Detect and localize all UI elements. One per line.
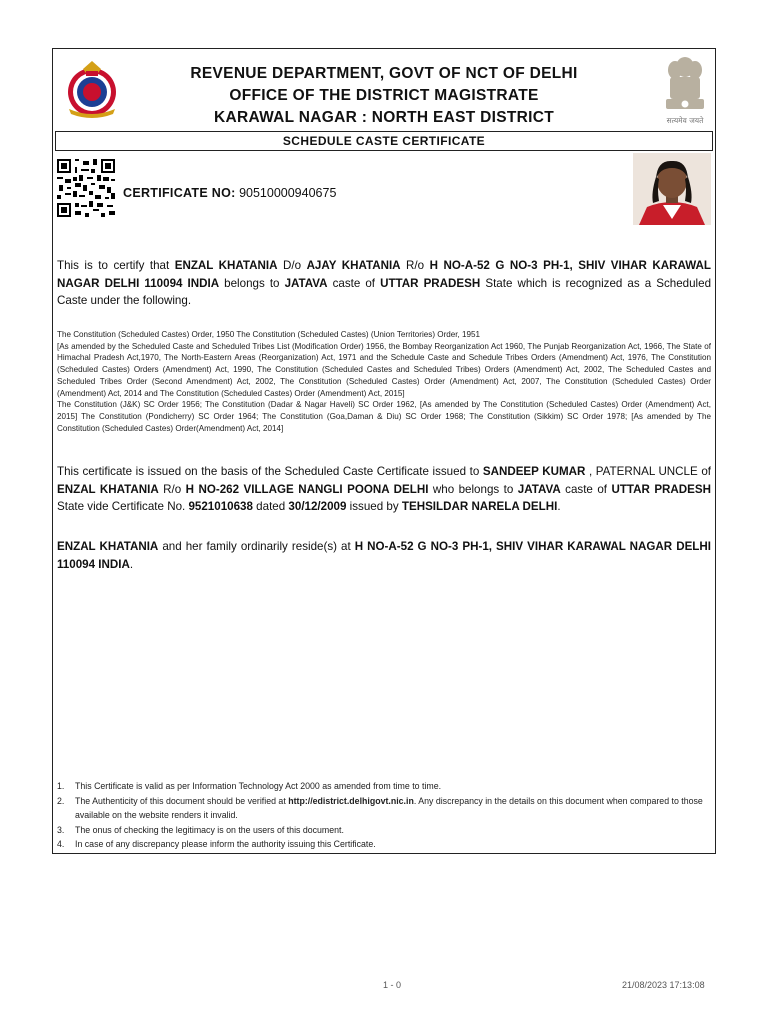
certificate-frame (52, 48, 716, 854)
applicant-photo (633, 153, 711, 225)
text: issued by (346, 500, 402, 513)
note-text: This Certificate is valid as per Information Technology Act 2000 as amended from time to time. (75, 781, 442, 791)
reference-cert-date: 30/12/2009 (288, 500, 347, 513)
text: dated (252, 500, 289, 513)
note-text: The Authenticity of this document should be verified at (75, 795, 289, 806)
office-heading: OFFICE OF THE DISTRICT MAGISTRATE (229, 87, 539, 104)
note-item (57, 837, 705, 852)
text: belongs to (219, 276, 285, 290)
certificate-number-label: CERTIFICATE NO: (123, 186, 236, 200)
father-name: AJAY KHATANIA (306, 259, 401, 272)
reference-cert-number: 9521010638 (188, 500, 253, 513)
note-text: In case of any discrepancy please inform the authority issuing this Certificate. (75, 839, 376, 849)
verification-link[interactable]: http://edistrict.delhigovt.nic.in (288, 795, 414, 806)
applicant-name: ENZAL KHATANIA (57, 540, 159, 553)
relative-name: SANDEEP KUMAR (482, 465, 586, 478)
note-item (57, 779, 705, 794)
applicant-name: ENZAL KHATANIA (57, 482, 159, 496)
issuing-authority: TEHSILDAR NARELA DELHI (401, 500, 558, 513)
state-name: UTTAR PRADESH (380, 276, 481, 290)
dept-heading: REVENUE DEPARTMENT, GOVT OF NCT OF DELHI (190, 65, 578, 82)
note-item (57, 823, 705, 838)
certificate-number (123, 186, 336, 200)
residence-paragraph (57, 538, 711, 573)
constitution-orders (57, 329, 711, 434)
note-number: 1. (57, 781, 65, 791)
text: who belongs to (428, 482, 518, 496)
residence-address: H NO-A-52 G NO-3 PH-1, SHIV VIHAR KARAWAL NAGAR DELHI 110094 INDIA (57, 540, 711, 571)
print-timestamp: 21/08/2023 17:13:08 (622, 980, 705, 990)
page-number: 1 - 0 (383, 980, 402, 990)
svg-text:सत्यमेव जयते: सत्यमेव जयते (666, 116, 704, 125)
note-item (57, 794, 705, 823)
notes-list (57, 779, 705, 852)
certification-paragraph (57, 257, 711, 310)
text: . (557, 500, 561, 513)
note-number: 4. (57, 839, 65, 849)
order-line: The Constitution (J&K) SC Order 1956; The Constitution (Dadar & Nagar Haveli) SC Order 1962, [As amended by The Constitution (Scheduled Castes) Order (Amendment) Act, 2015] The Constitution (Pondicherry) SC Order 1964; The Constitution (Goa,Daman & Diu) SC Order 1968; The Constitution (Sikkim) SC Order 1978; [As amended by The Constitution (Scheduled Castes) Order(Amendment) Act, 2014] (57, 400, 711, 433)
text: , PATERNAL UNCLE of (585, 465, 711, 478)
order-line: [As amended by the Scheduled Caste and Scheduled Tribes List (Modification Order) 1956, the Bombay Reorganization Act 1960, The Punjab Reorganization Act, 1966, The State of Himachal Pradesh Act,1970, The North-Eastern Areas (Reorganization) Act, 1971 and the Schedule Caste and Schedule Tribes Orders (Amendment) Act, 1976, The Constitution (Scheduled Castes) Orders (Amendment) Act, 1990, The Constitution (Scheduled Castes and Scheduled Tribes) Orders (Amendment) Act, 2002, The Scheduled Castes and Scheduled Tribes Order (Second Amendment) Act, 2002, The Constitution (Scheduled Castes) Order (Amendment) Act, 2007, The Constitution (Scheduled Castes) Order (Amendment) Act, 2014 and The Constitution (Scheduled Castes) Order (Amendment) Act, 2015] (57, 341, 711, 398)
text: R/o (158, 482, 186, 496)
state-name: UTTAR PRADESH (611, 482, 712, 496)
text: This certificate is issued on the basis of the Scheduled Caste Certificate issued to (57, 465, 483, 478)
basis-paragraph (57, 463, 711, 516)
text: caste of (560, 482, 612, 496)
text: D/o (277, 259, 307, 272)
text: State which is recognized as a Scheduled Caste under the following. (57, 276, 712, 307)
note-text: . Any discrepancy in the details on this document when compared to those available on the website renders it invalid. (75, 795, 703, 820)
text: and her family ordinarily reside(s) at (158, 540, 355, 553)
qr-code (57, 159, 115, 217)
applicant-address: H NO-A-52 G NO-3 PH-1, SHIV VIHAR KARAWAL NAGAR DELHI 110094 INDIA (57, 259, 711, 290)
note-text: The onus of checking the legitimacy is on the users of this document. (75, 824, 344, 835)
caste-name: JATAVA (284, 276, 328, 290)
text: This is to certify that (57, 259, 175, 272)
text: R/o (400, 259, 430, 272)
note-number: 2. (57, 795, 65, 806)
order-line: The Constitution (Scheduled Castes) Order, 1950 The Constitution (Scheduled Castes) (Union Territories) Order, 1951 (57, 330, 481, 339)
district-heading: KARAWAL NAGAR : NORTH EAST DISTRICT (213, 109, 554, 126)
text: State vide Certificate No. (57, 500, 189, 513)
applicant-name: ENZAL KHATANIA (174, 259, 278, 272)
certificate-title: SCHEDULE CASTE CERTIFICATE (55, 131, 713, 151)
relative-address: H NO-262 VILLAGE NANGLI POONA DELHI (185, 482, 429, 496)
certificate-number-value: 90510000940675 (235, 186, 337, 200)
text: . (129, 557, 134, 571)
note-number: 3. (57, 824, 65, 835)
text: caste of (327, 276, 381, 290)
caste-name: JATAVA (517, 482, 561, 496)
